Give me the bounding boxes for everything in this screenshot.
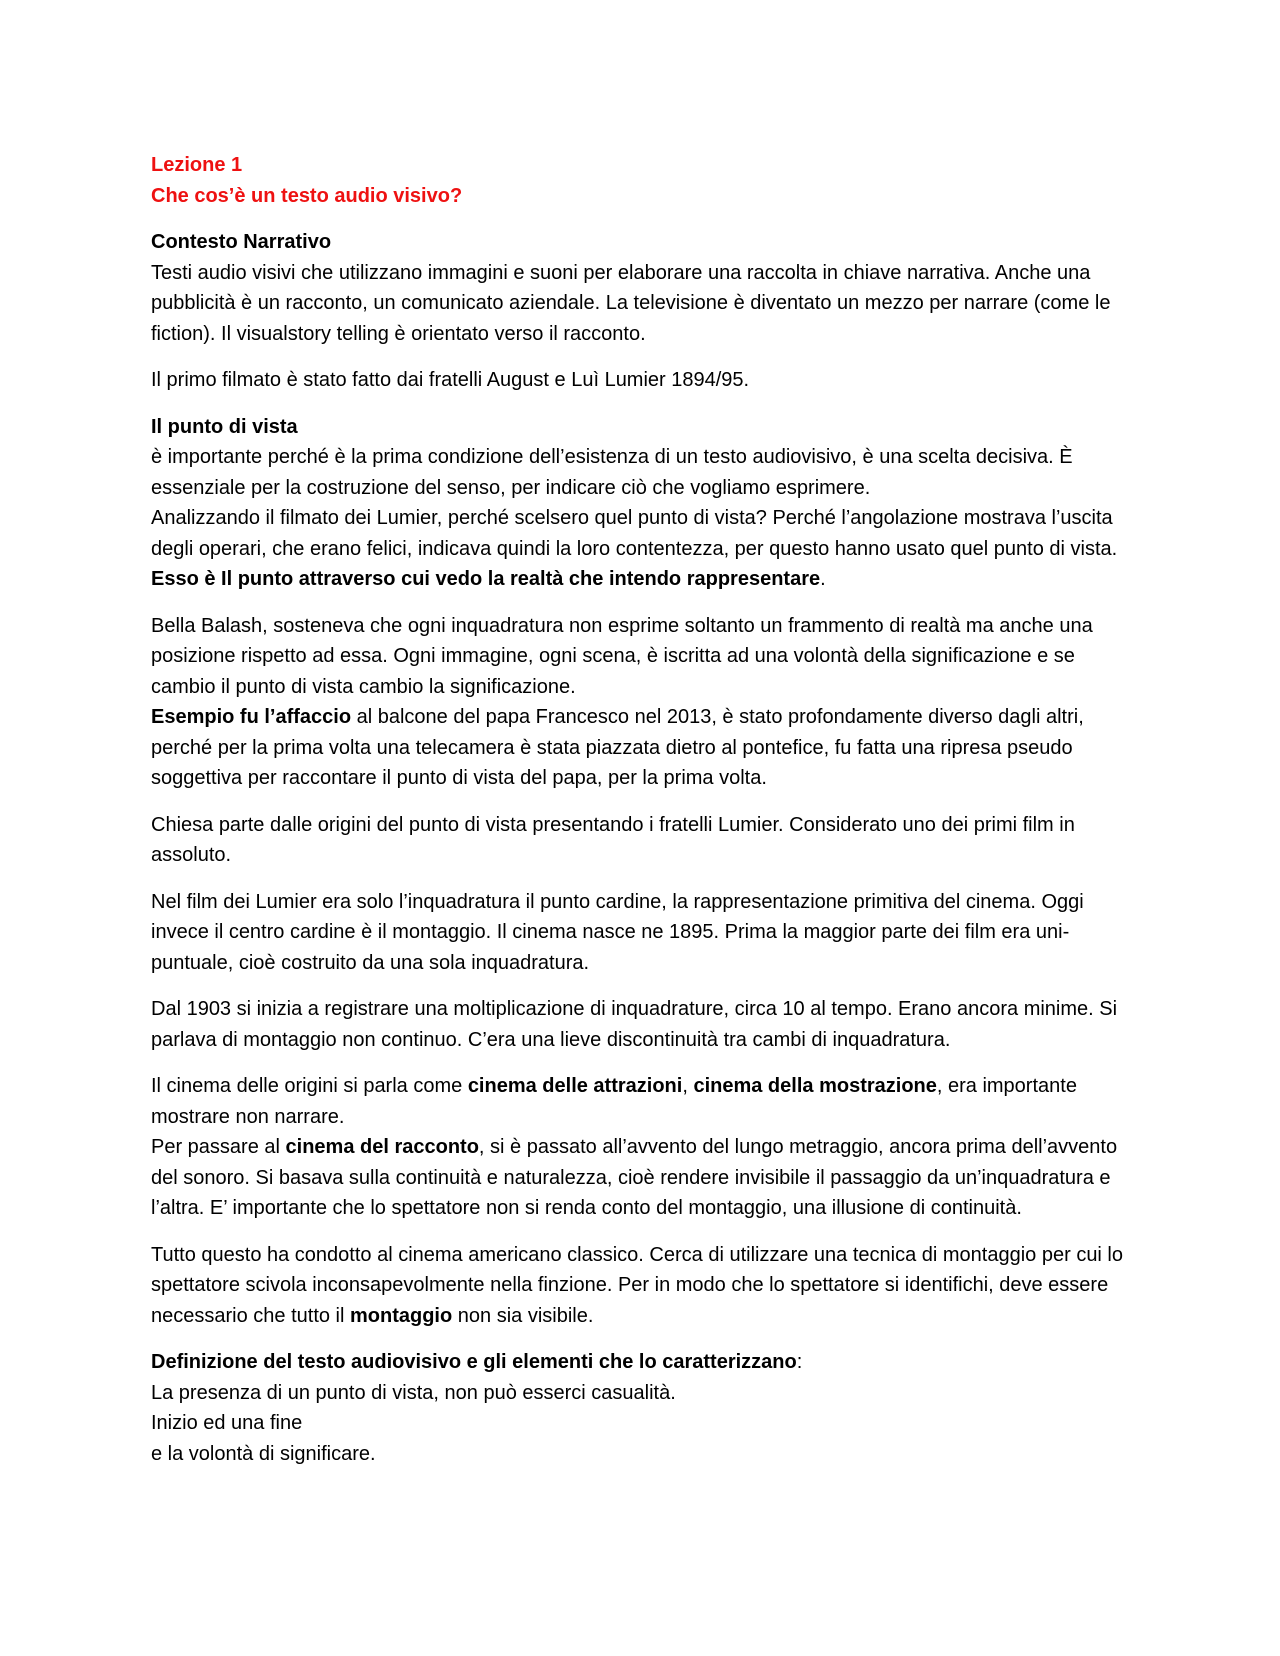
text-esempio-bold: Esempio fu l’affaccio	[151, 706, 352, 728]
text-punto-di-vista-1: è importante perché è la prima condizione dell’esistenza di un testo audiovisivo, è una scelta decisiva. È essenziale per la costruzione del senso, per indicare ciò che vogliamo esprimere.	[151, 446, 1073, 499]
text-origini-4: Per passare al	[151, 1136, 286, 1158]
lesson-title-block	[151, 150, 1131, 211]
text-tutto-questo-2: non sia visibile.	[452, 1304, 594, 1327]
definizione-item: e la volontà di significare.	[151, 1442, 376, 1465]
heading-definizione: Definizione del testo audiovisivo e gli elementi che lo caratterizzano	[151, 1351, 797, 1373]
paragraph-balash	[151, 611, 1131, 794]
text-cinema-mostrazione: cinema della mostrazione	[693, 1075, 937, 1097]
lesson-question: Che cos’è un testo audio visivo?	[151, 184, 463, 207]
lesson-number: Lezione 1	[151, 154, 243, 176]
text-cinema-racconto: cinema del racconto	[285, 1136, 479, 1158]
text-contesto: Testi audio visivi che utilizzano immagini e suoni per elaborare una raccolta in chiave narrativa. Anche una pubblicità è un racconto, un comunicato aziendale. La televisione è diventato un mezzo per narrare (come le fiction). Il visualstory telling è orientato verso il racconto.	[151, 261, 1111, 345]
paragraph-chiesa: Chiesa parte dalle origini del punto di vista presentando i fratelli Lumier. Considerato uno dei primi film in assoluto.	[151, 813, 1075, 866]
definizione-item: La presenza di un punto di vista, non può esserci casualità.	[151, 1381, 676, 1404]
definizione-heading-line	[151, 1347, 1131, 1378]
paragraph-nel-film: Nel film dei Lumier era solo l’inquadratura il punto cardine, la rappresentazione primitiva del cinema. Oggi invece il centro cardine è il montaggio. Il cinema nasce ne 1895. Prima la maggior parte dei film era uni-puntuale, cioè costruito da una sola inquadratura.	[151, 890, 1084, 974]
heading-punto-di-vista: Il punto di vista	[151, 415, 298, 438]
definizione-colon: :	[796, 1351, 803, 1373]
paragraph-origini	[151, 1071, 1131, 1224]
paragraph-punto-di-vista	[151, 412, 1131, 595]
text-origini-1: Il cinema delle origini si parla come	[151, 1075, 468, 1097]
paragraph-contesto	[151, 227, 1131, 349]
text-origini-5: , si è passato all’avvento del lungo metraggio, ancora prima dell’avvento del sonoro. Si basava sulla continuità e naturalezza, cioè rendere invisibile il passaggio da un’inquadratura e l’altra. E’ importante che lo spettatore non si renda conto del montaggio, una illusione di continuità.	[151, 1136, 1118, 1219]
text-origini-3: , era importante mostrare non narrare.	[151, 1075, 1077, 1128]
text-tutto-questo-1: Tutto questo ha condotto al cinema americano classico. Cerca di utilizzare una tecnica di montaggio per cui lo spettatore scivola inconsapevolmente nella finzione. Per in modo che lo spettatore si identifichi, deve essere necessario che tutto il	[151, 1243, 1124, 1327]
text-cinema-attrazioni: cinema delle attrazioni	[467, 1075, 683, 1097]
text-origini-2: ,	[682, 1075, 694, 1097]
text-esempio: al balcone del papa Francesco nel 2013, è stato profondamente diverso dagli altri, perché per la prima volta una telecamera è stata piazzata dietro al pontefice, fu fatta una ripresa pseudo soggettiva per raccontare il punto di vista del papa, per la prima volta.	[151, 706, 1084, 789]
paragraph-dal-1903: Dal 1903 si inizia a registrare una moltiplicazione di inquadrature, circa 10 al tempo. Erano ancora minime. Si parlava di montaggio non continuo. C’era una lieve discontinuità tra cambi di inquadratura.	[151, 998, 1118, 1051]
paragraph-tutto-questo	[151, 1240, 1131, 1332]
text-punto-di-vista-2: Analizzando il filmato dei Lumier, perché scelsero quel punto di vista? Perché l’angolazione mostrava l’uscita degli operari, che erano felici, indicava quindi la loro contentezza, per questo hanno usato quel punto di vista.	[151, 507, 1118, 560]
text-origini-line	[151, 1071, 1131, 1132]
definizione-item: Inizio ed una fine	[151, 1412, 303, 1434]
paragraph-definizione	[151, 1347, 1131, 1469]
text-punto-di-vista-bold: Esso è Il punto attraverso cui vedo la realtà che intendo rappresentare	[151, 568, 821, 590]
text-montaggio-bold: montaggio	[350, 1304, 453, 1327]
document-page	[151, 150, 1131, 1485]
text-punto-di-vista-end: .	[820, 568, 826, 590]
text-balash: Bella Balash, sosteneva che ogni inquadratura non esprime soltanto un frammento di realtà ma anche una posizione rispetto ad essa. Ogni immagine, ogni scena, è iscritta ad una volontà della significazione e se cambio il punto di vista cambio la significazione.	[151, 614, 1093, 698]
paragraph-primo-filmato: Il primo filmato è stato fatto dai fratelli August e Luì Lumier 1894/95.	[151, 369, 750, 391]
heading-contesto-narrativo: Contesto Narrativo	[151, 231, 332, 253]
